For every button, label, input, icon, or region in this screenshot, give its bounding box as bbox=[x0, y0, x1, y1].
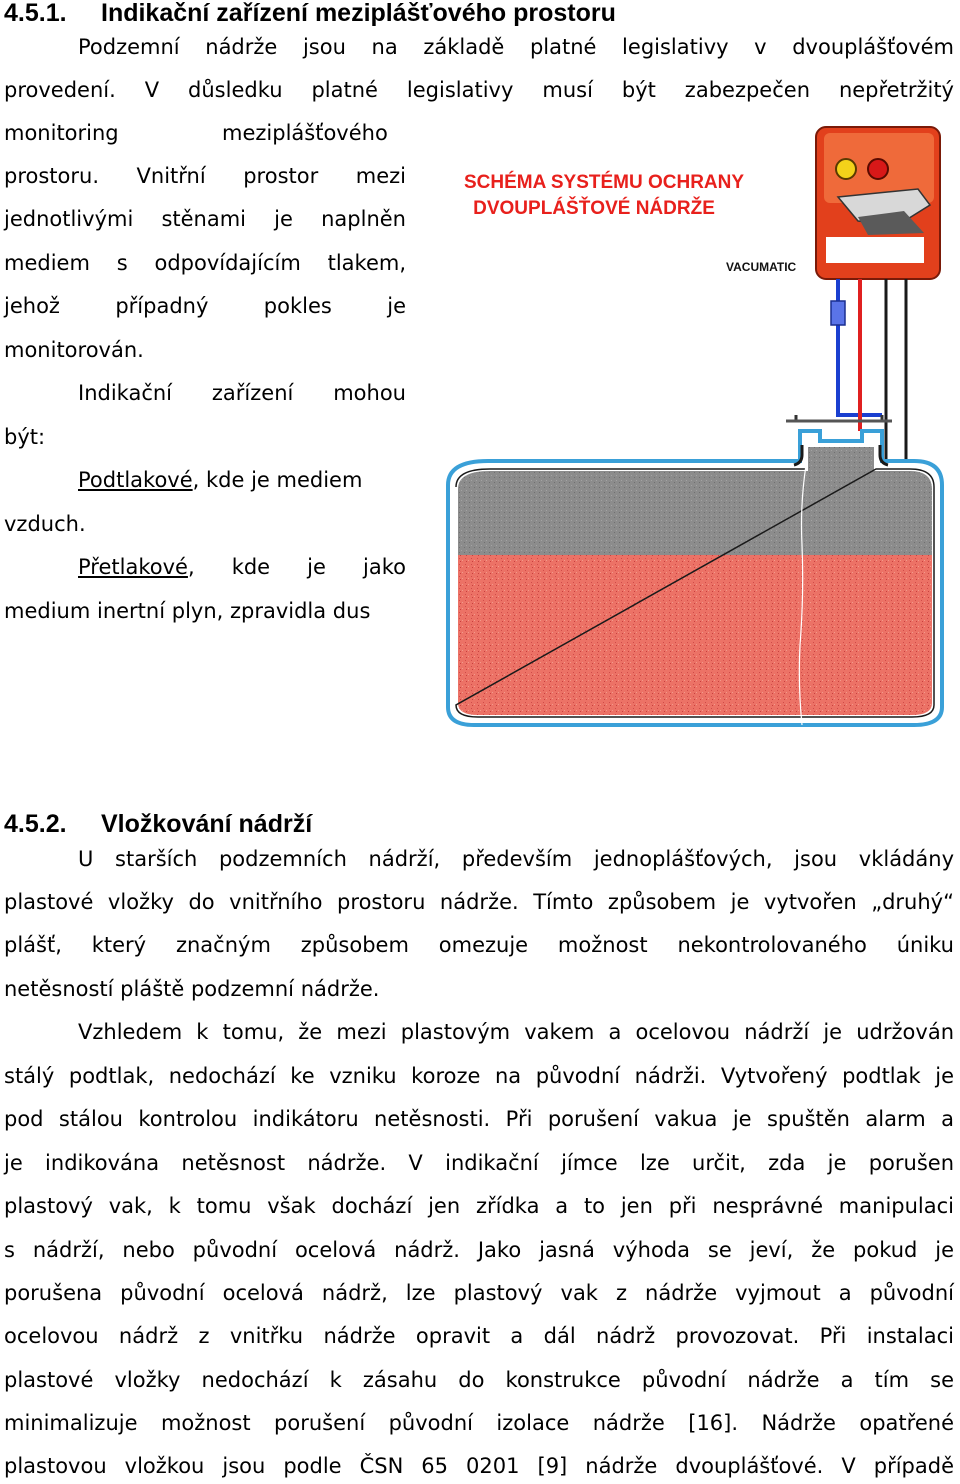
paragraph-line: netěsností pláště podzemní nádrže. bbox=[4, 977, 380, 1001]
paragraph-line: minimalizuje možnost porušení původní izolace nádrže [16]. Nádrže opatřené bbox=[4, 1411, 954, 1435]
paragraph-line: plastové vložky nedochází k zásahu do konstrukce původní nádrže a tím se bbox=[4, 1368, 954, 1392]
paragraph-line: plastovou vložkou jsou podle ČSN 65 0201 [9] nádrže dvouplášťové. V případě bbox=[4, 1454, 954, 1478]
term-pretlakove: Přetlakové bbox=[78, 555, 188, 579]
paragraph-line: vzduch. bbox=[4, 512, 86, 536]
paragraph-line: s nádrží, nebo původní ocelová nádrž. Jako jasná výhoda se jeví, že pokud je bbox=[4, 1238, 954, 1262]
paragraph-line: plastový vak, k tomu však dochází jen zřídka a to jen při nesprávné manipulaci bbox=[4, 1194, 954, 1218]
list-item-podtlakove bbox=[78, 466, 362, 494]
term-description: , kde je jako bbox=[187, 555, 406, 579]
diagram-title-line-2: DVOUPLÁŠŤOVÉ NÁDRŽE bbox=[473, 198, 715, 219]
paragraph-line: medium inertní plyn, zpravidla dus bbox=[4, 599, 371, 623]
section-title: Indikační zařízení meziplášťového prostoru bbox=[101, 0, 616, 27]
paragraph-line: je indikována netěsnost nádrže. V indikační jímce lze určit, zda je porušen bbox=[4, 1151, 954, 1175]
section-number: 4.5.2. bbox=[4, 810, 67, 838]
paragraph-line: pod stálou kontrolou indikátoru netěsnosti. Při porušení vakua je spuštěn alarm a bbox=[4, 1107, 954, 1131]
indicator-red-icon bbox=[868, 159, 888, 179]
paragraph-line: Podzemní nádrže jsou na základě platné legislativy v dvouplášťovém bbox=[78, 35, 954, 59]
section-number: 4.5.1. bbox=[4, 0, 67, 27]
paragraph-line: U starších podzemních nádrží, především jednoplášťových, jsou vkládány bbox=[78, 847, 954, 871]
paragraph-line: monitoring bbox=[4, 121, 119, 145]
paragraph-line: mediem s odpovídajícím tlakem, bbox=[4, 251, 406, 275]
paragraph-line: být: bbox=[4, 425, 46, 449]
term-description: , kde je mediem bbox=[192, 468, 363, 492]
list-item-pretlakove bbox=[78, 553, 406, 581]
term-podtlakove: Podtlakové bbox=[78, 468, 193, 492]
diagram-title-line-1: SCHÉMA SYSTÉMU OCHRANY bbox=[463, 172, 745, 193]
filter-icon bbox=[831, 301, 845, 325]
paragraph-line: Indikační zařízení mohou bbox=[78, 381, 406, 405]
paragraph-line: monitorován. bbox=[4, 338, 144, 362]
paragraph-line: prostoru. Vnitřní prostor mezi bbox=[4, 164, 406, 188]
paragraph-line: Vzhledem k tomu, že mezi plastovým vakem a ocelovou nádrží je udržován bbox=[78, 1020, 954, 1044]
paragraph-line: jednotlivými stěnami je naplněn bbox=[4, 207, 406, 231]
indicator-yellow-icon bbox=[836, 159, 856, 179]
paragraph-line: porušena původní ocelová nádrž, lze plastový vak z nádrže vyjmout a původní bbox=[4, 1281, 954, 1305]
paragraph-line: ocelovou nádrž z vnitřku nádrže opravit a dál nádrž provozovat. Při instalaci bbox=[4, 1324, 954, 1348]
tank-protection-diagram bbox=[428, 125, 958, 730]
section-heading-4-5-1 bbox=[4, 0, 616, 28]
paragraph-line: jehož případný pokles je bbox=[4, 294, 406, 318]
paragraph-line: stálý podtlak, nedochází ke vzniku koroze na původní nádrži. Vytvořený podtlak je bbox=[4, 1064, 954, 1088]
section-heading-4-5-2 bbox=[4, 810, 312, 839]
section-title: Vložkování nádrží bbox=[101, 810, 313, 838]
paragraph-line: provedení. V důsledku platné legislativy musí být zabezpečen nepřetržitý bbox=[4, 78, 954, 102]
paragraph-line: plastové vložky do vnitřního prostoru nádrže. Tímto způsobem je vytvořen „druhý“ bbox=[4, 890, 954, 914]
liquid-content bbox=[458, 555, 932, 715]
device-label: VACUMATIC bbox=[726, 260, 797, 274]
pipe-black bbox=[886, 279, 906, 485]
paragraph-line: plášť, který značným způsobem omezuje možnost nekontrolovaného úniku bbox=[4, 933, 954, 957]
paragraph-line: meziplášťového bbox=[222, 121, 388, 145]
vacumatic-device bbox=[816, 127, 940, 279]
